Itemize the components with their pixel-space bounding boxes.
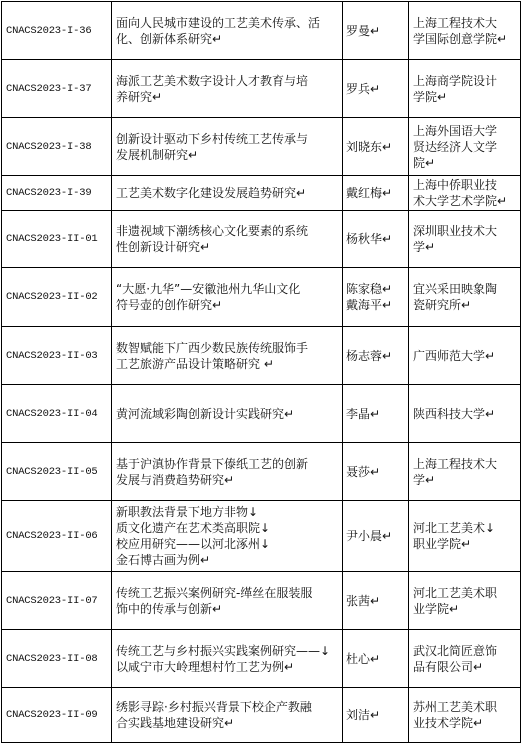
project-code: CNACS2023-II-05 xyxy=(2,443,112,501)
table-row xyxy=(2,118,521,176)
project-leader: 尹小晨↵ xyxy=(343,501,409,572)
project-code: CNACS2023-II-08 xyxy=(2,630,112,688)
table-row xyxy=(2,176,521,211)
table-row xyxy=(2,211,521,268)
project-leader: 李晶↵ xyxy=(343,385,409,443)
project-code: CNACS2023-I-39 xyxy=(2,176,112,211)
table-row xyxy=(2,572,521,630)
project-organization: 广西师范大学↵ xyxy=(409,327,521,385)
table-row xyxy=(2,501,521,572)
project-code: CNACS2023-I-37 xyxy=(2,60,112,118)
project-title: 非遗视域下潮绣核心文化要素的系统 性创新设计研究↵ xyxy=(112,211,343,268)
project-leader: 杨志蓉↵ xyxy=(343,327,409,385)
project-leader: 刘晓东↵ xyxy=(343,118,409,176)
table-row xyxy=(2,385,521,443)
project-code: CNACS2023-II-02 xyxy=(2,268,112,327)
project-code: CNACS2023-II-04 xyxy=(2,385,112,443)
project-title: 基于沪滇协作背景下傣纸工艺的创新 发展与消费趋势研究↵ xyxy=(112,443,343,501)
table-row xyxy=(2,327,521,385)
project-leader: 戴红梅↵ xyxy=(343,176,409,211)
project-code: CNACS2023-II-06 xyxy=(2,501,112,572)
project-title: 工艺美术数字化建设发展趋势研究↵ xyxy=(112,176,343,211)
project-title: 创新设计驱动下乡村传统工艺传承与 发展机制研究↵ xyxy=(112,118,343,176)
table-row xyxy=(2,60,521,118)
project-code: CNACS2023-II-03 xyxy=(2,327,112,385)
table-row xyxy=(2,268,521,327)
project-title: 面向人民城市建设的工艺美术传承、活 化、创新体系研究↵ xyxy=(112,2,343,60)
table-row xyxy=(2,443,521,501)
project-organization: 深圳职业技术大 学↵ xyxy=(409,211,521,268)
project-code: CNACS2023-I-36 xyxy=(2,2,112,60)
project-organization: 武汉北简匠意饰 品有限公司↵ xyxy=(409,630,521,688)
table-row xyxy=(2,630,521,688)
project-leader: 罗曼↵ xyxy=(343,2,409,60)
project-organization: 上海中侨职业技 术大学艺术学院↵ xyxy=(409,176,521,211)
project-leader: 陈家稳↵ 戴海平↵ xyxy=(343,268,409,327)
project-title: “大愿·九华”—安徽池州九华山文化 符号壶的创作研究↵ xyxy=(112,268,343,327)
project-organization: 宜兴采田映象陶 瓷研究所↵ xyxy=(409,268,521,327)
project-title: 绣影寻踪·乡村振兴背景下校企产教融 合实践基地建设研究↵ xyxy=(112,688,343,743)
project-organization: 苏州工艺美术职 业技术学院↵ xyxy=(409,688,521,743)
project-leader: 杨秋华↵ xyxy=(343,211,409,268)
project-leader: 罗兵↵ xyxy=(343,60,409,118)
project-organization: 河北工艺美术↓ 职业学院↵ xyxy=(409,501,521,572)
project-title: 数智赋能下广西少数民族传统服饰手 工艺旅游产品设计策略研究 ↵ xyxy=(112,327,343,385)
project-title: 传统工艺振兴案例研究-缂丝在服装服 饰中的传承与创新↵ xyxy=(112,572,343,630)
project-organization: 陕西科技大学↵ xyxy=(409,385,521,443)
project-leader: 聂莎↵ xyxy=(343,443,409,501)
project-leader: 刘洁↵ xyxy=(343,688,409,743)
project-table xyxy=(1,1,521,743)
table-row xyxy=(2,2,521,60)
project-leader: 杜心↵ xyxy=(343,630,409,688)
project-title: 黄河流域彩陶创新设计实践研究↵ xyxy=(112,385,343,443)
project-title: 新职教法背景下地方非物↓ 质文化遗产在艺术类高职院↓ 校应用研究——以河北涿州↓ 金石博古画为例↵ xyxy=(112,501,343,572)
project-title: 传统工艺与乡村振兴实践案例研究——↓ 以咸宁市大岭理想村竹工艺为例↵ xyxy=(112,630,343,688)
project-code: CNACS2023-II-01 xyxy=(2,211,112,268)
project-organization: 河北工艺美术职 业学院↵ xyxy=(409,572,521,630)
project-organization: 上海外国语大学 贤达经济人文学 院↵ xyxy=(409,118,521,176)
table-row xyxy=(2,688,521,743)
project-title: 海派工艺美术数字设计人才教育与培 养研究↵ xyxy=(112,60,343,118)
project-organization: 上海商学院设计 学院↵ xyxy=(409,60,521,118)
project-code: CNACS2023-II-07 xyxy=(2,572,112,630)
project-organization: 上海工程技术大 学国际创意学院↵ xyxy=(409,2,521,60)
project-code: CNACS2023-I-38 xyxy=(2,118,112,176)
project-code: CNACS2023-II-09 xyxy=(2,688,112,743)
project-organization: 上海工程技术大 学↵ xyxy=(409,443,521,501)
project-leader: 张茜↵ xyxy=(343,572,409,630)
